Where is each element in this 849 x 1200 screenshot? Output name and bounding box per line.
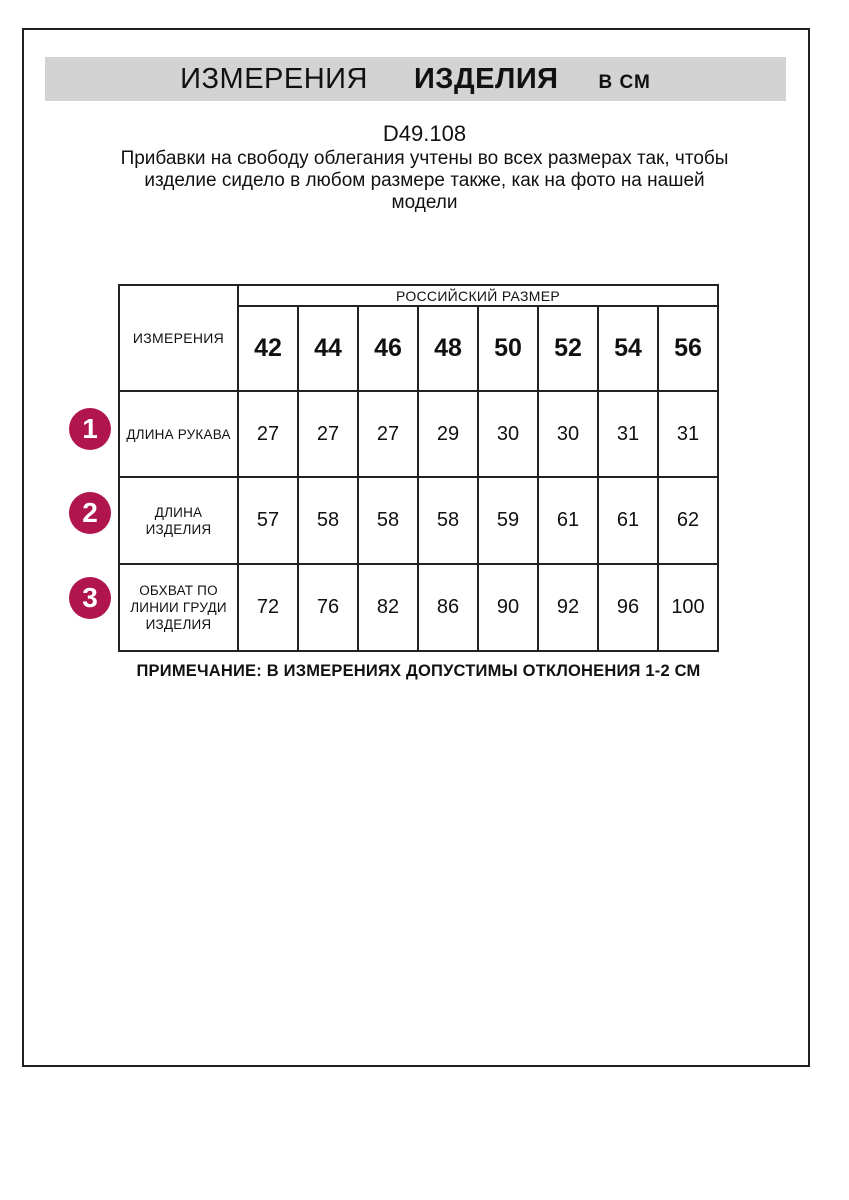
value-cell: 61	[538, 477, 598, 564]
row-label-line: ДЛИНА	[154, 504, 203, 520]
measurements-col-header: ИЗМЕРЕНИЯ	[119, 285, 238, 391]
value-cell: 57	[238, 477, 298, 564]
size-header-cell: 56	[658, 306, 718, 391]
title-bar	[45, 57, 786, 101]
row-label-line: ОБХВАТ ПО	[139, 583, 218, 598]
title-unit-cm: В СМ	[598, 72, 651, 93]
value-cell: 62	[658, 477, 718, 564]
tolerance-note: ПРИМЕЧАНИЕ: В ИЗМЕРЕНИЯХ ДОПУСТИМЫ ОТКЛОНЕНИЯ 1-2 СМ	[136, 662, 701, 680]
value-cell: 31	[658, 391, 718, 477]
value-cell: 92	[538, 564, 598, 651]
table-row-sleeve-length	[119, 391, 718, 477]
value-cell: 58	[298, 477, 358, 564]
value-cell: 30	[538, 391, 598, 477]
value-cell: 61	[598, 477, 658, 564]
value-cell: 27	[238, 391, 298, 477]
value-cell: 27	[358, 391, 418, 477]
value-cell: 58	[418, 477, 478, 564]
row-label-line: ДЛИНА РУКАВА	[126, 426, 231, 442]
row-number-badge-3: 3	[69, 577, 111, 619]
row-label-line: ЛИНИИ ГРУДИ	[130, 600, 227, 615]
title-word-product: ИЗДЕЛИЯ	[413, 63, 559, 95]
value-cell: 90	[478, 564, 538, 651]
value-cell: 72	[238, 564, 298, 651]
size-header-cell: 48	[418, 306, 478, 391]
value-cell: 27	[298, 391, 358, 477]
value-cell: 29	[418, 391, 478, 477]
value-cell: 31	[598, 391, 658, 477]
row-label	[119, 391, 238, 477]
description-line: Прибавки на свободу облегания учтены во всех размерах так, чтобы	[120, 148, 729, 169]
row-number-badge-1: 1	[69, 408, 111, 450]
fit-description	[0, 148, 849, 214]
value-cell: 100	[658, 564, 718, 651]
description-line: модели	[391, 192, 458, 213]
size-header-cell: 44	[298, 306, 358, 391]
row-label	[119, 564, 238, 651]
size-header-cell: 54	[598, 306, 658, 391]
title-word-measurements: ИЗМЕРЕНИЯ	[180, 63, 368, 95]
row-number-badge-2: 2	[69, 492, 111, 534]
value-cell: 86	[418, 564, 478, 651]
article-code: D49.108	[382, 121, 467, 146]
table-row-chest-girth	[119, 564, 718, 651]
row-label	[119, 477, 238, 564]
size-header-cell: 46	[358, 306, 418, 391]
value-cell: 30	[478, 391, 538, 477]
size-header-cell: 42	[238, 306, 298, 391]
table-row-product-length	[119, 477, 718, 564]
size-header-cell: 52	[538, 306, 598, 391]
description-line: изделие сидело в любом размере также, как на фото на нашей	[144, 170, 705, 191]
size-table	[118, 284, 719, 652]
value-cell: 58	[358, 477, 418, 564]
value-cell: 59	[478, 477, 538, 564]
value-cell: 82	[358, 564, 418, 651]
value-cell: 96	[598, 564, 658, 651]
size-header-cell: 50	[478, 306, 538, 391]
row-label-line: ИЗДЕЛИЯ	[145, 521, 212, 537]
russian-size-group-header: РОССИЙСКИЙ РАЗМЕР	[238, 285, 718, 306]
row-label-line: ИЗДЕЛИЯ	[145, 617, 212, 632]
value-cell: 76	[298, 564, 358, 651]
